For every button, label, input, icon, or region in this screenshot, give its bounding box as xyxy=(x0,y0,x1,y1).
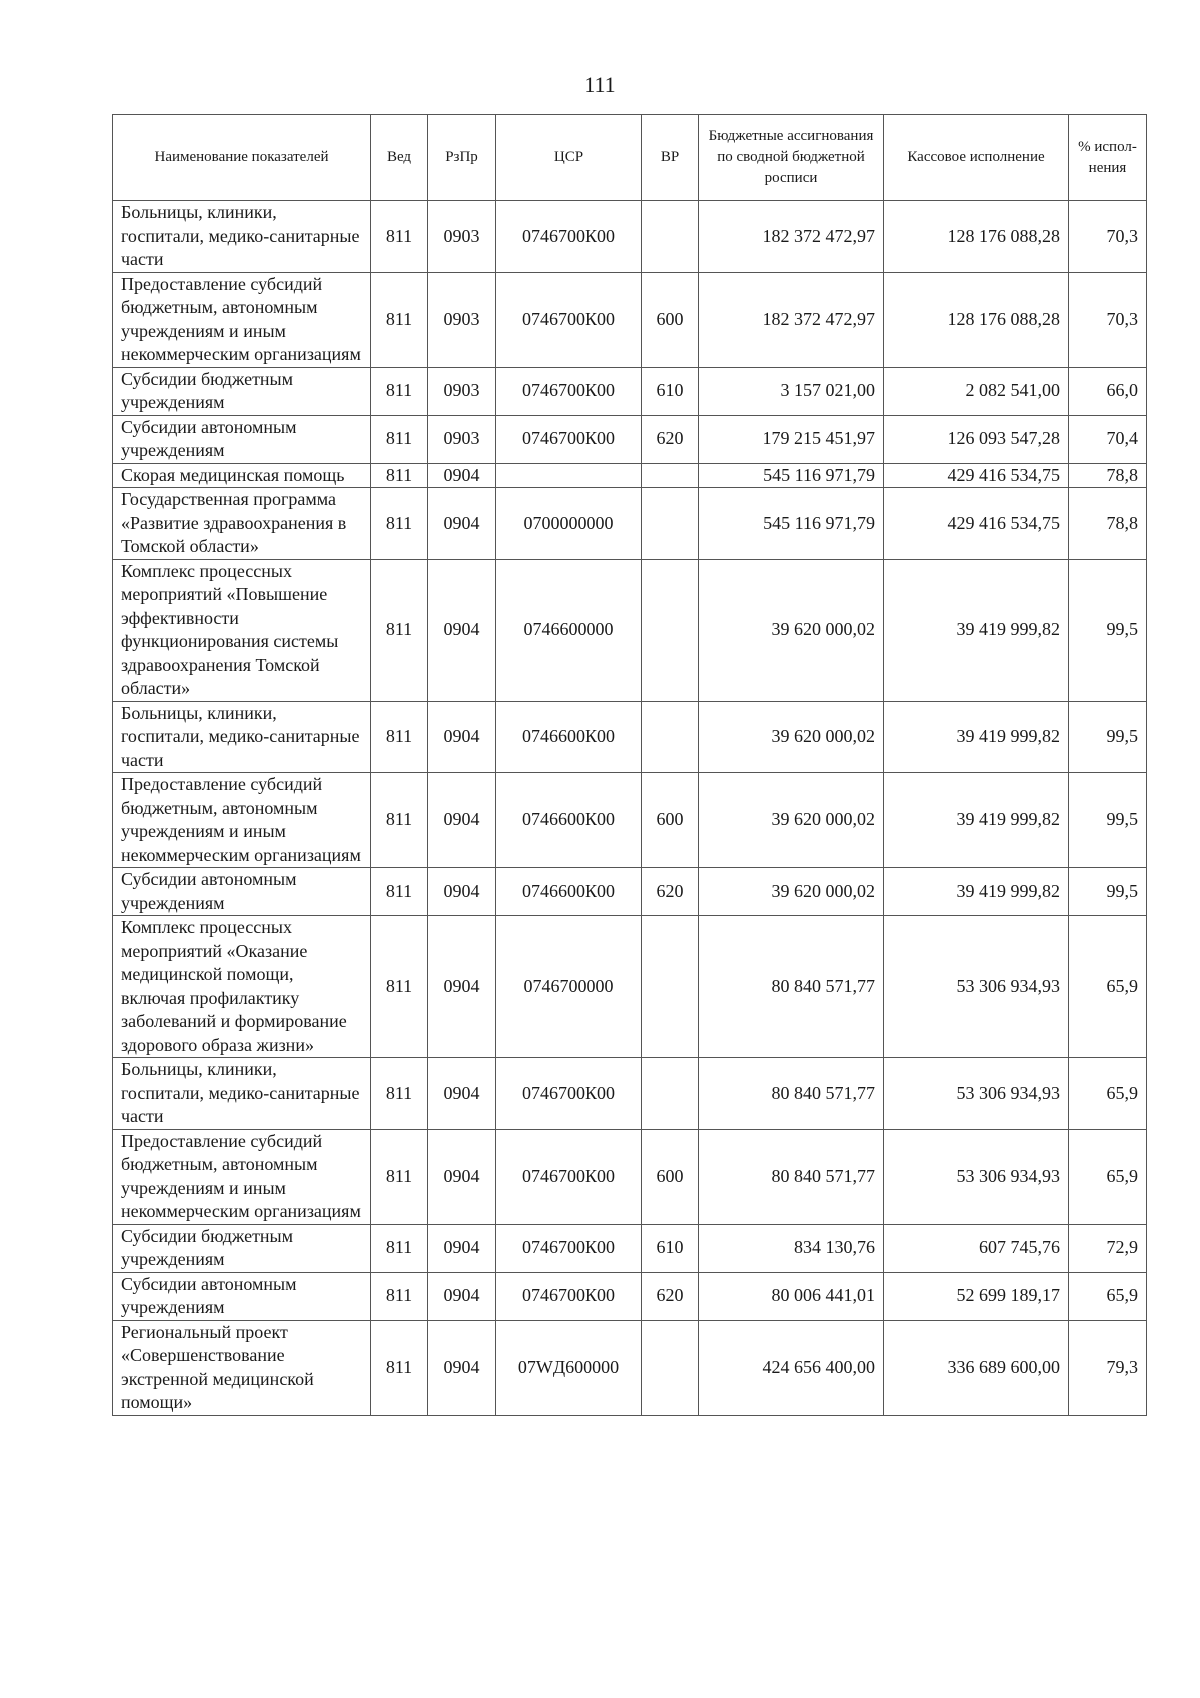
row-name: Субсидии автономным учреждениям xyxy=(113,1272,371,1320)
row-name: Субсидии бюджетным учреждениям xyxy=(113,367,371,415)
header-cash-execution: Кассовое исполнение xyxy=(884,115,1069,201)
row-vr: 600 xyxy=(642,272,699,367)
row-percent: 70,4 xyxy=(1069,415,1147,463)
row-assignments: 545 116 971,79 xyxy=(699,463,884,488)
row-name: Субсидии бюджетным учреждениям xyxy=(113,1224,371,1272)
row-vr: 620 xyxy=(642,868,699,916)
row-cash-execution: 39 419 999,82 xyxy=(884,701,1069,773)
row-ved: 811 xyxy=(371,488,428,560)
row-rzpr: 0904 xyxy=(428,868,496,916)
row-name: Комплекс процессных мероприятий «Оказание медицинской помощи, включая профилактику заболеваний и формирование здорового образа жизни» xyxy=(113,916,371,1058)
row-rzpr: 0904 xyxy=(428,1224,496,1272)
row-assignments: 39 620 000,02 xyxy=(699,701,884,773)
page-number: 111 xyxy=(584,72,616,97)
row-name: Субсидии автономным учреждениям xyxy=(113,415,371,463)
row-rzpr: 0904 xyxy=(428,1272,496,1320)
row-cash-execution: 52 699 189,17 xyxy=(884,1272,1069,1320)
row-percent: 65,9 xyxy=(1069,1272,1147,1320)
table-row xyxy=(113,272,1147,367)
row-vr: 620 xyxy=(642,1272,699,1320)
row-cash-execution: 429 416 534,75 xyxy=(884,488,1069,560)
row-rzpr: 0904 xyxy=(428,463,496,488)
row-vr xyxy=(642,916,699,1058)
row-percent: 78,8 xyxy=(1069,463,1147,488)
table-row xyxy=(113,868,1147,916)
row-cash-execution: 429 416 534,75 xyxy=(884,463,1069,488)
row-vr: 600 xyxy=(642,1129,699,1224)
row-name: Скорая медицинская помощь xyxy=(113,463,371,488)
row-name: Региональный проект «Совершенствование экстренной медицинской помощи» xyxy=(113,1320,371,1415)
header-csr: ЦСР xyxy=(496,115,642,201)
header-name: Наименование показателей xyxy=(113,115,371,201)
row-vr xyxy=(642,1058,699,1130)
row-vr xyxy=(642,1320,699,1415)
row-assignments: 179 215 451,97 xyxy=(699,415,884,463)
row-assignments: 39 620 000,02 xyxy=(699,773,884,868)
row-percent: 72,9 xyxy=(1069,1224,1147,1272)
row-ved: 811 xyxy=(371,367,428,415)
row-csr: 0746600К00 xyxy=(496,701,642,773)
row-assignments: 80 840 571,77 xyxy=(699,1058,884,1130)
row-percent: 65,9 xyxy=(1069,916,1147,1058)
row-assignments: 80 840 571,77 xyxy=(699,916,884,1058)
row-vr: 620 xyxy=(642,415,699,463)
row-percent: 70,3 xyxy=(1069,272,1147,367)
row-assignments: 182 372 472,97 xyxy=(699,272,884,367)
row-vr: 610 xyxy=(642,1224,699,1272)
header-assignments: Бюджетные ассигнования по сводной бюджетной росписи xyxy=(699,115,884,201)
row-cash-execution: 39 419 999,82 xyxy=(884,868,1069,916)
row-assignments: 80 840 571,77 xyxy=(699,1129,884,1224)
row-vr xyxy=(642,488,699,560)
row-ved: 811 xyxy=(371,1129,428,1224)
row-cash-execution: 53 306 934,93 xyxy=(884,1129,1069,1224)
row-name: Больницы, клиники, госпитали, медико-санитарные части xyxy=(113,701,371,773)
row-cash-execution: 39 419 999,82 xyxy=(884,559,1069,701)
row-ved: 811 xyxy=(371,1320,428,1415)
table-row xyxy=(113,201,1147,273)
row-ved: 811 xyxy=(371,559,428,701)
row-cash-execution: 336 689 600,00 xyxy=(884,1320,1069,1415)
row-assignments: 182 372 472,97 xyxy=(699,201,884,273)
row-ved: 811 xyxy=(371,201,428,273)
row-name: Государственная программа «Развитие здравоохранения в Томской области» xyxy=(113,488,371,560)
row-assignments: 39 620 000,02 xyxy=(699,559,884,701)
row-csr: 0746700К00 xyxy=(496,367,642,415)
row-csr: 0746600К00 xyxy=(496,773,642,868)
row-csr: 0746700К00 xyxy=(496,201,642,273)
row-csr: 0746700К00 xyxy=(496,272,642,367)
row-vr xyxy=(642,463,699,488)
row-assignments: 545 116 971,79 xyxy=(699,488,884,560)
row-percent: 99,5 xyxy=(1069,868,1147,916)
row-percent: 65,9 xyxy=(1069,1129,1147,1224)
row-percent: 99,5 xyxy=(1069,773,1147,868)
row-rzpr: 0904 xyxy=(428,488,496,560)
row-ved: 811 xyxy=(371,1058,428,1130)
row-csr: 0700000000 xyxy=(496,488,642,560)
row-assignments: 39 620 000,02 xyxy=(699,868,884,916)
table-row xyxy=(113,559,1147,701)
row-rzpr: 0903 xyxy=(428,201,496,273)
row-rzpr: 0904 xyxy=(428,773,496,868)
header-ved: Вед xyxy=(371,115,428,201)
row-rzpr: 0904 xyxy=(428,1129,496,1224)
table-row xyxy=(113,488,1147,560)
row-ved: 811 xyxy=(371,1224,428,1272)
row-csr: 0746600000 xyxy=(496,559,642,701)
row-cash-execution: 53 306 934,93 xyxy=(884,916,1069,1058)
table-row xyxy=(113,367,1147,415)
row-cash-execution: 128 176 088,28 xyxy=(884,272,1069,367)
row-name: Предоставление субсидий бюджетным, автономным учреждениям и иным некоммерческим организациям xyxy=(113,773,371,868)
row-rzpr: 0904 xyxy=(428,916,496,1058)
row-cash-execution: 2 082 541,00 xyxy=(884,367,1069,415)
row-rzpr: 0903 xyxy=(428,367,496,415)
row-vr xyxy=(642,201,699,273)
row-percent: 99,5 xyxy=(1069,559,1147,701)
row-csr: 0746700К00 xyxy=(496,1224,642,1272)
row-name: Больницы, клиники, госпитали, медико-санитарные части xyxy=(113,201,371,273)
header-rzpr: РзПр xyxy=(428,115,496,201)
table-header-row xyxy=(113,115,1147,201)
row-assignments: 3 157 021,00 xyxy=(699,367,884,415)
row-name: Субсидии автономным учреждениям xyxy=(113,868,371,916)
table-row xyxy=(113,773,1147,868)
row-rzpr: 0904 xyxy=(428,1058,496,1130)
row-name: Комплекс процессных мероприятий «Повышение эффективности функционирования системы здравоохранения Томской области» xyxy=(113,559,371,701)
row-rzpr: 0903 xyxy=(428,415,496,463)
row-cash-execution: 53 306 934,93 xyxy=(884,1058,1069,1130)
row-percent: 66,0 xyxy=(1069,367,1147,415)
row-cash-execution: 39 419 999,82 xyxy=(884,773,1069,868)
table-row xyxy=(113,1129,1147,1224)
row-ved: 811 xyxy=(371,701,428,773)
row-cash-execution: 128 176 088,28 xyxy=(884,201,1069,273)
budget-table xyxy=(112,114,1147,1416)
table-row xyxy=(113,463,1147,488)
table-row xyxy=(113,701,1147,773)
row-csr: 0746700К00 xyxy=(496,1129,642,1224)
row-name: Предоставление субсидий бюджетным, автономным учреждениям и иным некоммерческим организациям xyxy=(113,272,371,367)
row-cash-execution: 607 745,76 xyxy=(884,1224,1069,1272)
table-row xyxy=(113,415,1147,463)
table-row xyxy=(113,916,1147,1058)
row-rzpr: 0904 xyxy=(428,701,496,773)
row-csr: 0746700К00 xyxy=(496,1058,642,1130)
row-rzpr: 0904 xyxy=(428,559,496,701)
row-ved: 811 xyxy=(371,916,428,1058)
table-row xyxy=(113,1320,1147,1415)
row-percent: 99,5 xyxy=(1069,701,1147,773)
row-rzpr: 0904 xyxy=(428,1320,496,1415)
row-csr: 07WД600000 xyxy=(496,1320,642,1415)
row-vr xyxy=(642,559,699,701)
row-csr xyxy=(496,463,642,488)
row-ved: 811 xyxy=(371,463,428,488)
row-csr: 0746600К00 xyxy=(496,868,642,916)
header-vr: ВР xyxy=(642,115,699,201)
row-percent: 70,3 xyxy=(1069,201,1147,273)
row-percent: 78,8 xyxy=(1069,488,1147,560)
table-row xyxy=(113,1058,1147,1130)
row-percent: 65,9 xyxy=(1069,1058,1147,1130)
row-ved: 811 xyxy=(371,415,428,463)
row-csr: 0746700000 xyxy=(496,916,642,1058)
row-ved: 811 xyxy=(371,773,428,868)
row-name: Больницы, клиники, госпитали, медико-санитарные части xyxy=(113,1058,371,1130)
row-assignments: 834 130,76 xyxy=(699,1224,884,1272)
row-csr: 0746700К00 xyxy=(496,1272,642,1320)
row-assignments: 80 006 441,01 xyxy=(699,1272,884,1320)
row-assignments: 424 656 400,00 xyxy=(699,1320,884,1415)
row-vr: 600 xyxy=(642,773,699,868)
row-rzpr: 0903 xyxy=(428,272,496,367)
row-vr xyxy=(642,701,699,773)
row-ved: 811 xyxy=(371,272,428,367)
row-ved: 811 xyxy=(371,1272,428,1320)
row-cash-execution: 126 093 547,28 xyxy=(884,415,1069,463)
row-vr: 610 xyxy=(642,367,699,415)
row-csr: 0746700К00 xyxy=(496,415,642,463)
header-percent-execution: % испол-нения xyxy=(1069,115,1147,201)
row-ved: 811 xyxy=(371,868,428,916)
row-percent: 79,3 xyxy=(1069,1320,1147,1415)
table-row xyxy=(113,1272,1147,1320)
row-name: Предоставление субсидий бюджетным, автономным учреждениям и иным некоммерческим организациям xyxy=(113,1129,371,1224)
table-row xyxy=(113,1224,1147,1272)
